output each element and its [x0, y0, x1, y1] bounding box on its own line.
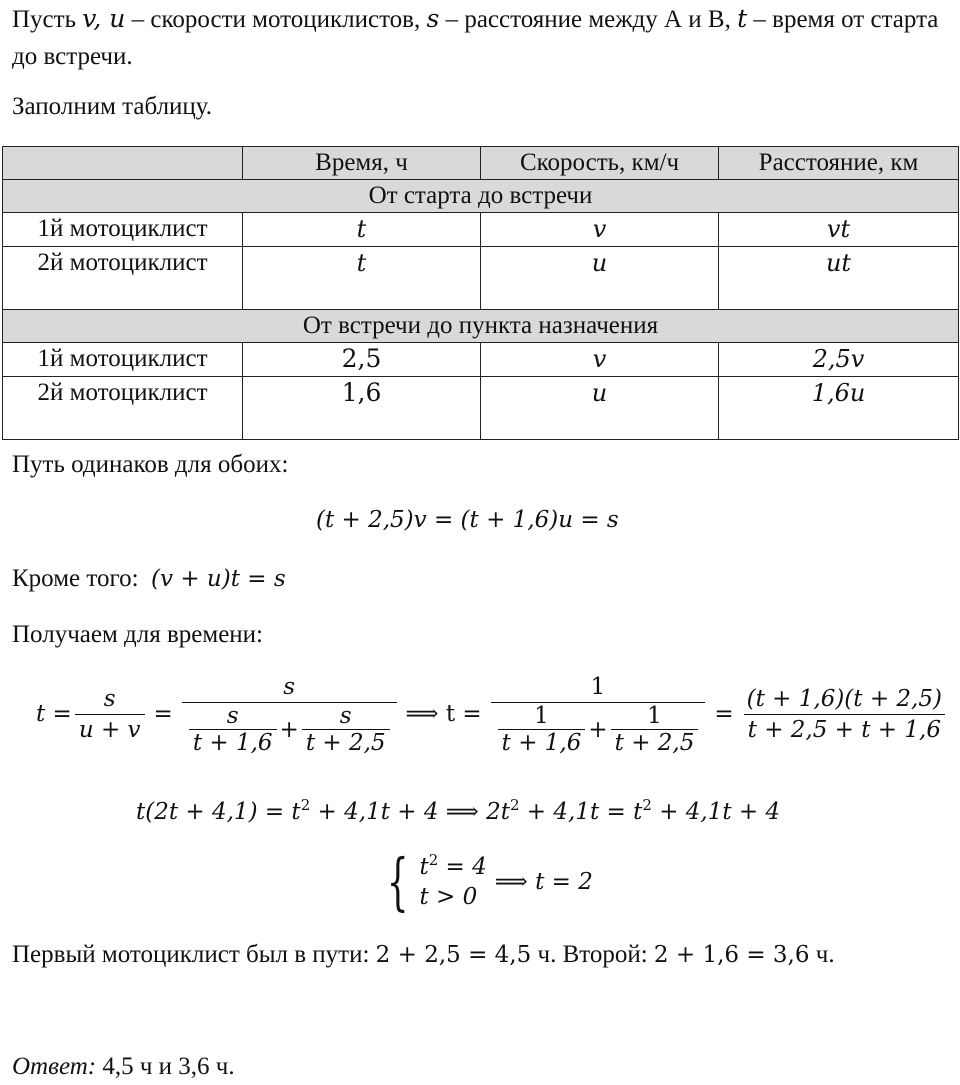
table-cell: vt — [719, 213, 959, 247]
answer-label: Ответ: — [12, 1053, 97, 1080]
fraction-numerator: 1 — [590, 674, 606, 700]
fraction-s-over-t25 — [302, 703, 390, 756]
travel-time-line — [12, 936, 835, 974]
table-row — [3, 377, 959, 440]
eq3-part-c: + 4,1t = t — [519, 799, 643, 825]
exponent: 2 — [428, 851, 439, 869]
eq-equals: = — [714, 701, 734, 727]
fraction-numerator: s — [226, 703, 239, 729]
eq-plus: + — [279, 716, 299, 743]
intro-var-s: s — [426, 4, 440, 33]
travel-text-3: ч. — [809, 941, 835, 968]
fraction-denominator: t + 2,5 — [302, 729, 390, 756]
fill-table-label: Заполним таблицу. — [12, 93, 213, 120]
fraction-s-over-times — [182, 672, 397, 756]
table-cell: v — [481, 213, 719, 247]
table-header-cell: Время, ч — [243, 147, 481, 180]
intro-text-4: – время от старта до встречи. — [12, 6, 939, 70]
system-row-2: t > 0 — [419, 884, 478, 910]
system-row1-rest: = 4 — [438, 854, 487, 880]
equation-path: (t + 2,5)v = (t + 1,6)u = s — [316, 507, 619, 533]
table-cell: 2,5v — [719, 343, 959, 377]
table-cell: u — [481, 247, 719, 310]
fraction-numerator: 1 — [534, 703, 549, 729]
fraction-denominator: t + 2,5 + t + 1,6 — [744, 714, 945, 745]
travel-text-2: ч. Второй: — [531, 941, 654, 968]
table-row — [3, 343, 959, 377]
time-label: Получаем для времени: — [12, 621, 264, 648]
fraction-numerator: s — [283, 674, 296, 700]
exponent: 2 — [300, 796, 311, 814]
besides-line — [12, 560, 286, 598]
table-header-cell: Расстояние, км — [719, 147, 959, 180]
fraction-numerator: s — [339, 703, 352, 729]
table-cell: t — [243, 247, 481, 310]
fraction-numerator: (t + 1,6)(t + 2,5) — [746, 685, 942, 712]
eq-plus: + — [588, 716, 608, 743]
table-cell: 1й мотоциклист — [3, 343, 243, 377]
fraction-one-over-t16 — [498, 703, 586, 756]
table-header-row — [3, 147, 959, 180]
table-cell: u — [481, 377, 719, 440]
table-cell: 1й мотоциклист — [3, 213, 243, 247]
table-cell: t — [243, 213, 481, 247]
table-section-title: От старта до встречи — [3, 180, 959, 213]
table-cell: 2,5 — [243, 343, 481, 377]
table-row — [3, 213, 959, 247]
table-cell: 2й мотоциклист — [3, 377, 243, 440]
table-cell: 2й мотоциклист — [3, 247, 243, 310]
fraction-one-over-t25 — [611, 703, 699, 756]
same-path-label: Путь одинаков для обоих: — [12, 451, 289, 478]
table-header-cell: Скорость, км/ч — [481, 147, 719, 180]
time-derivation-equation — [36, 672, 949, 756]
eq-implies-t: ⟹ t = — [405, 701, 482, 727]
travel-calc-1: 2 + 2,5 = 4,5 — [375, 942, 532, 968]
table-section-row — [3, 180, 959, 213]
system-row1-var: t — [419, 854, 429, 880]
table-cell: ut — [719, 247, 959, 310]
system-row-1 — [419, 852, 486, 882]
solution-table — [2, 146, 959, 440]
exponent: 2 — [642, 796, 652, 814]
table-section-title: От встречи до пункта назначения — [3, 310, 959, 343]
table-row — [3, 247, 959, 310]
system-rows — [419, 852, 486, 912]
eq-equals: = — [153, 701, 173, 727]
table-header-cell — [3, 147, 243, 180]
equation-quadratic — [136, 794, 780, 831]
fraction-denominator — [491, 702, 706, 756]
eq3-part-a: t(2t + 4,1) = t — [136, 799, 301, 825]
intro-var-vu: v, u — [82, 4, 126, 33]
fraction-numerator: s — [103, 685, 116, 712]
fraction-s-over-sum — [75, 684, 145, 745]
table-cell: v — [481, 343, 719, 377]
fraction-one-over-sum — [491, 672, 706, 756]
system-result: ⟹ t = 2 — [494, 869, 593, 895]
equation-total: (v + u)t = s — [151, 566, 286, 592]
intro-paragraph — [12, 0, 948, 75]
table-cell: 1,6u — [719, 377, 959, 440]
fraction-product-over-sum — [743, 684, 946, 745]
fraction-denominator — [182, 702, 397, 756]
eq-t-equals: t = — [36, 701, 72, 727]
fraction-denominator: u + v — [75, 714, 145, 745]
intro-var-t: t — [737, 4, 748, 33]
table-cell: 1,6 — [243, 377, 481, 440]
table-section-row — [3, 310, 959, 343]
system-brace: { — [386, 845, 409, 918]
exponent: 2 — [509, 796, 520, 814]
eq3-part-d: + 4,1t + 4 — [651, 799, 781, 825]
intro-text-3: – расстояние между А и В, — [439, 6, 738, 33]
intro-text-1: Пусть — [12, 6, 83, 33]
answer-value: 4,5 ч и 3,6 ч. — [96, 1053, 235, 1080]
travel-text-1: Первый мотоциклист был в пути: — [12, 941, 376, 968]
fraction-numerator: 1 — [647, 703, 662, 729]
fraction-denominator: t + 1,6 — [498, 729, 586, 756]
answer-line — [12, 1048, 235, 1085]
besides-label: Кроме того: — [12, 565, 139, 592]
eq3-part-b: + 4,1t + 4 ⟹ 2t — [310, 799, 510, 825]
fraction-s-over-t16 — [189, 703, 277, 756]
equation-system — [378, 845, 593, 918]
travel-calc-2: 2 + 1,6 = 3,6 — [653, 942, 810, 968]
intro-text-2: – скорости мотоциклистов, — [125, 6, 427, 33]
fraction-denominator: t + 1,6 — [189, 729, 277, 756]
fraction-denominator: t + 2,5 — [611, 729, 699, 756]
